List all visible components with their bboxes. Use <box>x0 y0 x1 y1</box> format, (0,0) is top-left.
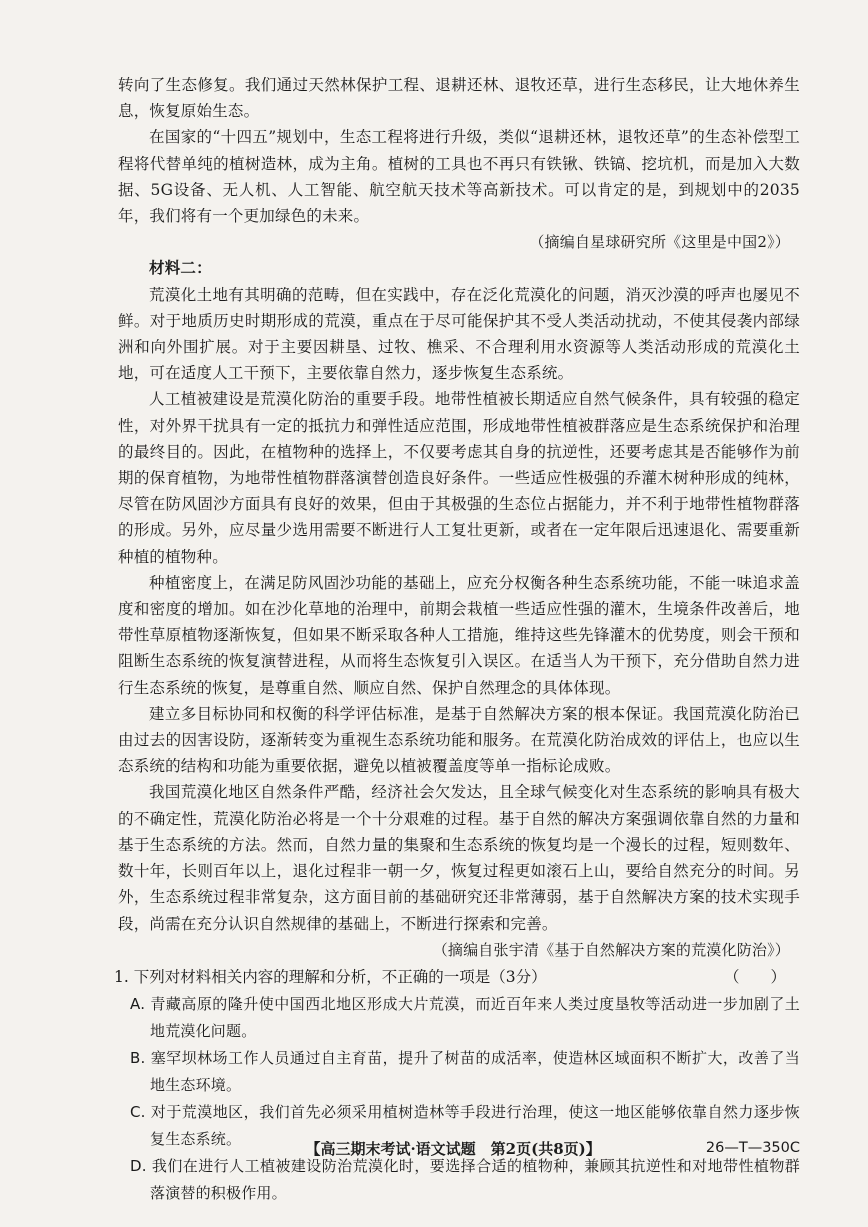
material2-source: （摘编自张宇清《基于自然解决方案的荒漠化防治》） <box>432 940 790 959</box>
footer-exam-title: 【高三期末考试·语文试题 第2页(共8页)】 <box>305 1139 601 1158</box>
question-1-stem: 1. 下列对材料相关内容的理解和分析，不正确的一项是（3分） <box>114 967 547 986</box>
material2-paragraph: 建立多目标协同和权衡的科学评估标准，是基于自然解决方案的根本保证。我国荒漠化防治已由过去的因害设防，逐渐转变为重视生态系统功能和服务。在荒漠化防治成效的评估上，也应以生态系统的结构和功能为重要依据，避免以植被覆盖度等单一指标论成败。 <box>118 704 800 776</box>
answer-blank[interactable]: （ ） <box>723 967 786 986</box>
option-a[interactable]: A. 青藏高原的隆升使中国西北地区形成大片荒漠，而近百年来人类过度垦牧等活动进一步加剧了土地荒漠化问题。 <box>130 994 800 1040</box>
material2-paragraph: 荒漠化土地有其明确的范畴，但在实践中，存在泛化荒漠化的问题，消灭沙漠的呼声也屡见不鲜。对于地质历史时期形成的荒漠，重点在于尽可能保护其不受人类活动扰动，不使其侵袭内部绿洲和向外围扩展。对于主要因耕垦、过牧、樵采、不合理利用水资源等人类活动形成的荒漠化土地，可在适度人工干预下，主要依靠自然力，逐步恢复生态系统。 <box>118 285 800 383</box>
question-1 <box>114 964 800 1207</box>
footer-paper-code: 26—T—350C <box>705 1140 800 1156</box>
material2-paragraph: 种植密度上，在满足防风固沙功能的基础上，应充分权衡各种生态系统功能，不能一味追求盖度和密度的增加。如在沙化草地的治理中，前期会栽植一些适应性强的灌木，生境条件改善后，地带性草原植物逐渐恢复，但如果不断采取各种人工措施，维持这些先锋灌木的优势度，则会干预和阻断生态系统的恢复演替进程，从而将生态恢复引入误区。在适当人为干预下，充分借助自然力进行生态系统的恢复，是尊重自然、顺应自然、保护自然理念的具体体现。 <box>118 573 800 697</box>
option-d[interactable]: D. 我们在进行人工植被建设防治荒漠化时，要选择合适的植物种，兼顾其抗逆性和对地带性植物群落演替的积极作用。 <box>130 1156 800 1202</box>
option-c[interactable]: C. 对于荒漠地区，我们首先必须采用植树造林等手段进行治理，使这一地区能够依靠自然力逐步恢复生态系统。 <box>130 1102 800 1148</box>
material2-paragraph: 我国荒漠化地区自然条件严酷，经济社会欠发达，且全球气候变化对生态系统的影响具有极大的不确定性，荒漠化防治必将是一个十分艰难的过程。基于自然的解决方案强调依靠自然的力量和基于生态系统的方法。然而，自然力量的集聚和生态系统的恢复均是一个漫长的过程，短则数年、数十年，长则百年以上，退化过程非一朝一夕，恢复过程更如滚石上山，要给自然充分的时间。另外，生态系统过程非常复杂，这方面目前的基础研究还非常薄弱，基于自然解决方案的技术实现手段，尚需在充分认识自然规律的基础上，不断进行探索和完善。 <box>118 783 800 933</box>
material2-paragraph: 人工植被建设是荒漠化防治的重要手段。地带性植被长期适应自然气候条件，具有较强的稳定性，对外界干扰具有一定的抵抗力和弹性适应范围，形成地带性植被群落应是生态系统保护和治理的最终目的。因此，在植物种的选择上，不仅要考虑其自身的抗逆性，还要考虑其是否能够作为前期的保育植物，为地带性植物群落演替创造良好条件。一些适应性极强的乔灌木树种形成的纯林，尽管在防风固沙方面具有良好的效果，但由于其极强的生态位占据能力，并不利于地带性植物群落的形成。另外，应尽量少选用需要不断进行人工复壮更新，或者在一定年限后迅速退化、需要重新种植的植物种。 <box>118 390 800 566</box>
material1-tail-paragraph: 转向了生态修复。我们通过天然林保护工程、退耕还林、退牧还草，进行生态移民，让大地休养生息，恢复原始生态。 <box>118 76 800 121</box>
option-b[interactable]: B. 塞罕坝林场工作人员通过自主育苗，提升了树苗的成活率，使造林区域面积不断扩大，改善了当地生态环境。 <box>130 1048 800 1094</box>
page-footer <box>118 1140 800 1156</box>
material1-source: （摘编自星球研究所《这里是中国2》） <box>529 233 790 252</box>
question-1-stem-row <box>114 964 800 991</box>
material1-plan-paragraph: 在国家的“十四五”规划中，生态工程将进行升级，类似“退耕还林，退牧还草”的生态补偿型工程将代替单纯的植树造林，成为主角。植树的工具也不再只有铁锹、铁镐、挖坑机，而是加入大数据、5G设备、无人机、人工智能、航空航天技术等高新技术。可以肯定的是，到规划中的2035年，我们将有一个更加绿色的未来。 <box>118 128 800 226</box>
material2-heading: 材料二： <box>149 258 212 278</box>
